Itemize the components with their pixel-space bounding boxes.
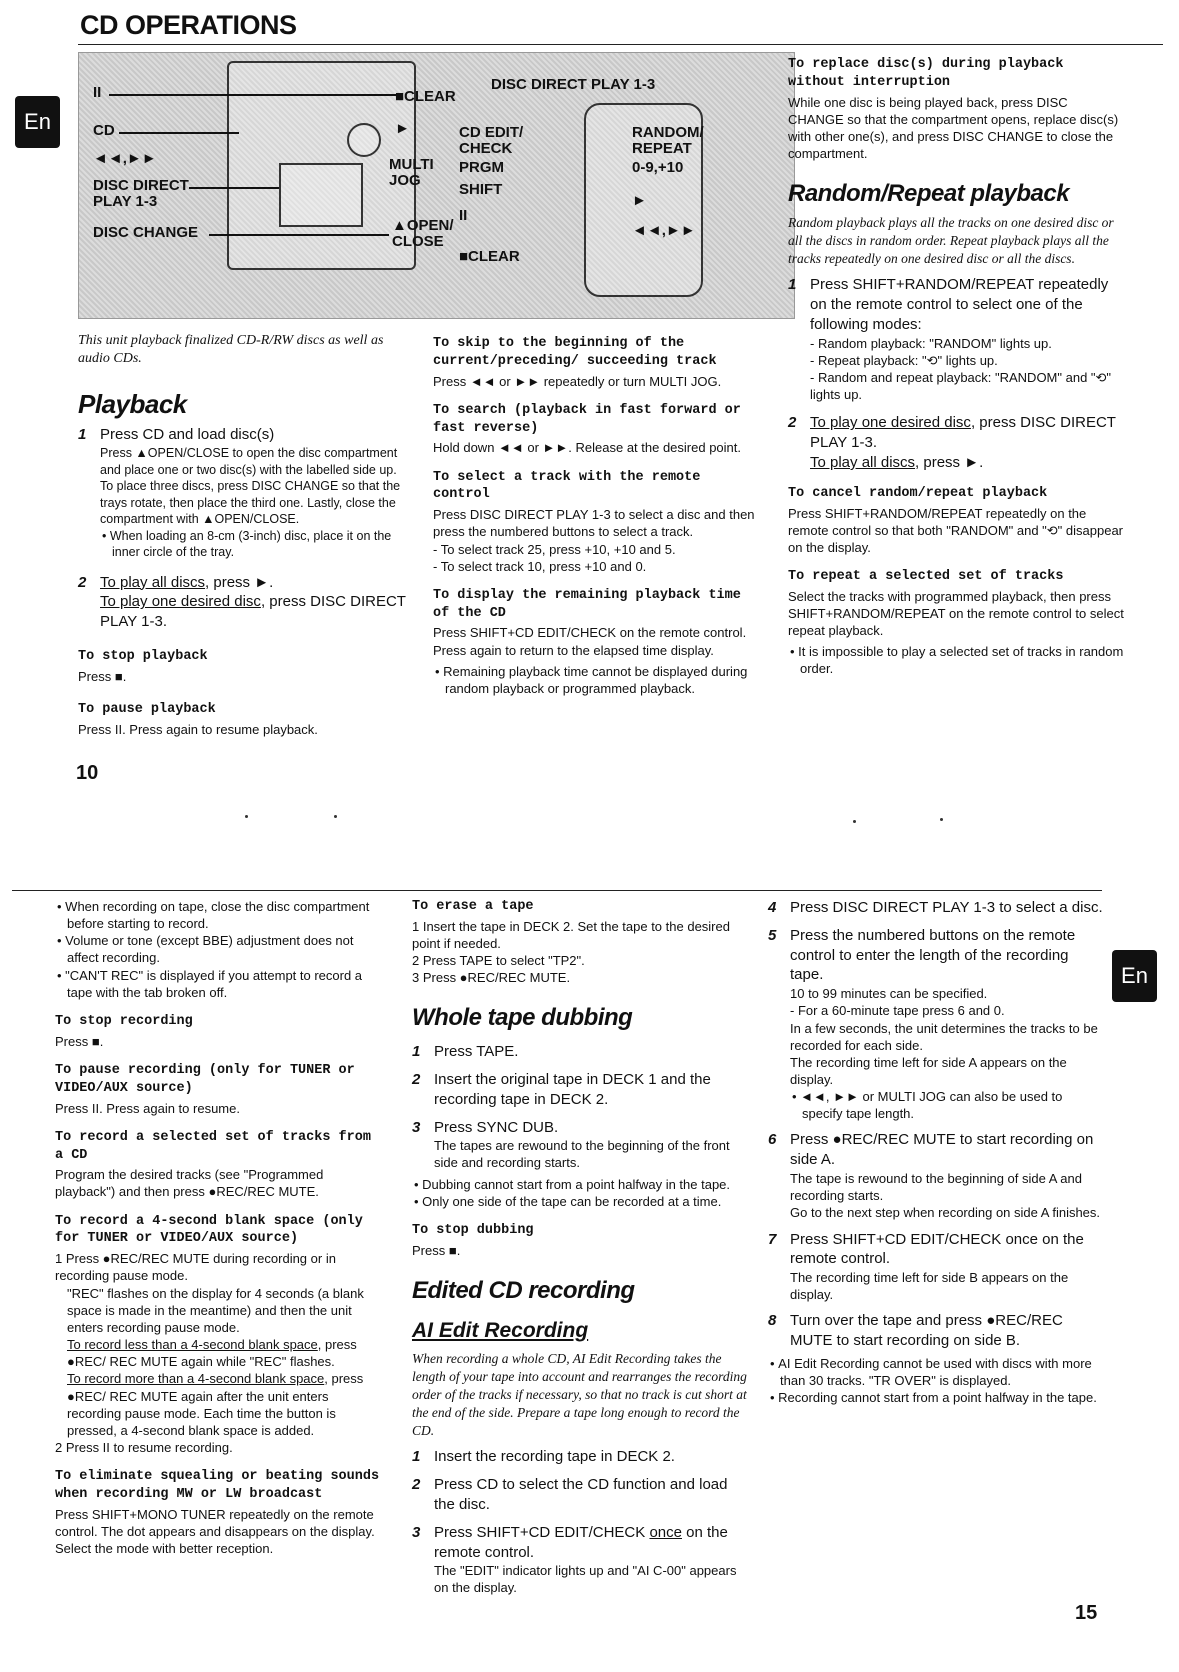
step-number: 1 xyxy=(412,1043,421,1061)
erase-tape-heading: To erase a tape xyxy=(412,899,534,914)
ai-step-7-detail: The recording time left for side B appears on the display. xyxy=(790,1270,1069,1303)
ai-edit-recording-title: AI Edit Recording xyxy=(412,1318,589,1342)
playback-step-1-text: Press ▲OPEN/CLOSE to open the disc compartment and place one or two disc(s) with the labelled side up. xyxy=(100,446,398,477)
pause-recording-text: Press II. Press again to resume. xyxy=(55,1100,240,1116)
page-title: CD OPERATIONS xyxy=(80,10,297,40)
ai-step-4: Press DISC DIRECT PLAY 1-3 to select a disc. xyxy=(790,899,1103,916)
step-number: 6 xyxy=(768,1131,777,1149)
ai-step-5-detail-2: - For a 60-minute tape press 6 and 0. xyxy=(790,1003,1005,1019)
label-cd: CD xyxy=(93,122,115,139)
whole-tape-dubbing-title: Whole tape dubbing xyxy=(412,1004,633,1032)
cancel-random-text: Press SHIFT+RANDOM/REPEAT repeatedly on the remote control so that both "RANDOM" and "⟲" disappear on the display. xyxy=(788,505,1124,555)
squeal-text: Press SHIFT+MONO TUNER repeatedly on the remote control. The dot appears and disappears on the display. Select the mode with better reception. xyxy=(55,1506,375,1557)
label-remote-play: ► xyxy=(632,192,647,209)
label-remote-disc-direct: DISC DIRECT PLAY 1-3 xyxy=(491,76,656,93)
ai-step-5-note: • ◄◄, ►► or MULTI JOG can also be used to specify tape length. xyxy=(790,1088,1104,1122)
random-mode: - Random playback: "RANDOM" lights up. xyxy=(810,335,1052,351)
blank-space-heading: To record a 4-second blank space (only for TUNER or VIDEO/AUX source) xyxy=(55,1213,363,1247)
label-disc-direct: DISC DIRECT PLAY 1-3 xyxy=(93,177,189,210)
step-number: 4 xyxy=(768,899,777,916)
title-rule xyxy=(78,44,1163,45)
step-number: 1 xyxy=(412,1448,421,1466)
stop-playback-heading: To stop playback xyxy=(78,648,208,664)
erase-step-2: 2 Press TAPE to select "TP2". xyxy=(412,953,585,969)
select-track-example-2: - To select track 10, press +10 and 0. xyxy=(433,558,647,574)
random-repeat-mode: - Random and repeat playback: "RANDOM" and "⟲" lights up. xyxy=(810,370,1112,403)
ai-note-1: • AI Edit Recording cannot be used with discs with more than 30 tracks. "TR OVER" is displayed. xyxy=(768,1355,1104,1389)
label-open-close: ▲OPEN/ CLOSE xyxy=(392,217,454,250)
stop-dubbing-heading: To stop dubbing xyxy=(412,1222,534,1238)
ai-step-7: Press SHIFT+CD EDIT/CHECK once on the remote control. xyxy=(790,1230,1084,1268)
language-tab-right: En xyxy=(1112,950,1157,1002)
repeat-set-heading: To repeat a selected set of tracks xyxy=(788,569,1064,585)
disc-tray xyxy=(279,163,363,227)
label-remote-clear: ■CLEAR xyxy=(459,248,520,265)
dub-note-2: • Only one side of the tape can be recorded at a time. xyxy=(412,1193,752,1210)
remaining-time-heading: To display the remaining playback time of the CD xyxy=(433,587,741,621)
label-disc-change: DISC CHANGE xyxy=(93,224,199,241)
blank-space-more: To record more than a 4-second blank space, press ●REC/ REC MUTE again after the unit enters recording pause mode. Each time the button is pressed, a 4-second blank space is added. xyxy=(67,1371,364,1438)
random-repeat-intro: Random playback plays all the tracks on one desired disc or all the discs in random order. Repeat playback plays all the tracks repeatedly on one desired disc or all the discs. xyxy=(788,214,1114,266)
replace-disc-text: While one disc is being played back, press DISC CHANGE so that the compartment opens, replace disc(s) with other one(s), and press DISC CHANGE to close the compartment. xyxy=(788,94,1119,162)
ai-step-5-detail-4: The recording time left for side A appears on the display. xyxy=(790,1054,1067,1087)
ai-step-6: Press ●REC/REC MUTE to start recording on side A. xyxy=(790,1131,1094,1169)
step-number: 2 xyxy=(412,1070,421,1088)
recording-note-3: • "CAN'T REC" is displayed if you attempt to record a tape with the tab broken off. xyxy=(55,967,385,1001)
search-text: Hold down ◄◄ or ►►. Release at the desired point. xyxy=(433,440,742,456)
dub-note-1: • Dubbing cannot start from a point halfway in the tape. xyxy=(412,1176,752,1193)
dub-step-3: Press SYNC DUB. xyxy=(434,1118,559,1136)
diagram-caption: This unit playback finalized CD-R/RW discs as well as audio CDs. xyxy=(78,333,384,367)
step-number: 3 xyxy=(412,1118,421,1136)
step-number: 1 xyxy=(78,426,87,444)
stop-playback-text: Press ■. xyxy=(78,668,127,684)
ai-note-2: • Recording cannot start from a point halfway in the tape. xyxy=(768,1389,1104,1406)
device-diagram xyxy=(78,52,795,319)
skip-heading: To skip to the beginning of the current/preceding/ succeeding track xyxy=(433,336,717,369)
ai-step-6-detail-1: The tape is rewound to the beginning of side A and recording starts. xyxy=(790,1171,1082,1204)
label-random-repeat: RANDOM/ REPEAT xyxy=(632,124,704,157)
step-number: 8 xyxy=(768,1312,777,1330)
select-track-heading: To select a track with the remote control xyxy=(433,469,701,503)
playback-step-2: To play all discs, press ►. To play one desired disc, press DISC DIRECT PLAY 1-3. xyxy=(100,573,406,631)
label-shift: SHIFT xyxy=(459,181,503,198)
ai-step-3-detail: The "EDIT" indicator lights up and "AI C-00" appears on the display. xyxy=(434,1563,737,1596)
repeat-set-text: Select the tracks with programmed playback, then press SHIFT+RANDOM/REPEAT on the remote control to select repeat playback. xyxy=(788,588,1124,639)
dub-step-1: Press TAPE. xyxy=(434,1043,519,1061)
playback-step-1-note: • When loading an 8-cm (3-inch) disc, place it on the inner circle of the tray. xyxy=(100,528,408,561)
step-number: 2 xyxy=(412,1476,421,1494)
random-repeat-title: Random/Repeat playback xyxy=(788,180,1070,208)
recording-note-2: • Volume or tone (except BBE) adjustment does not affect recording. xyxy=(55,932,385,966)
edited-cd-recording-title: Edited CD recording xyxy=(412,1276,635,1304)
ai-edit-intro: When recording a whole CD, AI Edit Recording takes the length of your tape into account and rearranges the recording order of the tracks if necessary, so that no track is cut short at the end of the side. Prepare a tape long enough to record the CD. xyxy=(412,1351,747,1438)
label-play: ► xyxy=(395,120,410,137)
dub-step-2: Insert the original tape in DECK 1 and the recording tape in DECK 2. xyxy=(434,1070,711,1108)
blank-space-step-2: 2 Press II to resume recording. xyxy=(55,1439,233,1455)
search-heading: To search (playback in fast forward or fast reverse) xyxy=(433,402,741,436)
erase-step-1: 1 Insert the tape in DECK 2. Set the tape to the desired point if needed. xyxy=(412,918,730,951)
playback-title: Playback xyxy=(78,388,187,419)
pause-playback-heading: To pause playback xyxy=(78,701,216,717)
blank-space-less: To record less than a 4-second blank space, press ●REC/ REC MUTE again while "REC" flashes. xyxy=(67,1337,357,1370)
select-track-example-1: - To select track 25, press +10, +10 and 5. xyxy=(433,541,676,557)
replace-disc-heading: To replace disc(s) during playback without interruption xyxy=(788,57,1064,90)
ai-step-8: Turn over the tape and press ●REC/REC MUTE to start recording on side B. xyxy=(790,1312,1063,1350)
step-number: 2 xyxy=(788,414,797,432)
cancel-random-heading: To cancel random/repeat playback xyxy=(788,485,1048,501)
ai-step-5-detail-3: In a few seconds, the unit determines the tracks to be recorded for each side. xyxy=(790,1020,1098,1053)
random-repeat-step-1: Press SHIFT+RANDOM/REPEAT repeatedly on the remote control to select one of the following modes: xyxy=(810,276,1109,333)
label-pause: II xyxy=(93,84,102,101)
ai-step-6-detail-2: Go to the next step when recording on side A finishes. xyxy=(790,1205,1101,1221)
select-track-text: Press DISC DIRECT PLAY 1-3 to select a disc and then press the numbered buttons to select a track. xyxy=(433,507,755,540)
blank-space-step-1: 1 Press ●REC/REC MUTE during recording or in recording pause mode. xyxy=(55,1251,336,1284)
ai-step-2: Press CD to select the CD function and load the disc. xyxy=(434,1476,728,1513)
selected-set-heading: To record a selected set of tracks from a CD xyxy=(55,1129,371,1163)
ai-step-5: Press the numbered buttons on the remote control to enter the length of the recording tape. xyxy=(790,926,1076,984)
stop-recording-text: Press ■. xyxy=(55,1033,104,1049)
ai-step-1: Insert the recording tape in DECK 2. xyxy=(434,1448,675,1466)
label-numbers: 0-9,+10 xyxy=(632,159,684,176)
label-clear: ■CLEAR xyxy=(395,88,456,105)
remaining-time-note: • Remaining playback time cannot be displayed during random playback or programmed playback. xyxy=(433,663,763,697)
step-number: 7 xyxy=(768,1230,777,1248)
step-number: 2 xyxy=(78,573,87,591)
playback-step-1: Press CD and load disc(s) xyxy=(100,426,275,444)
repeat-mode: - Repeat playback: "⟲" lights up. xyxy=(810,352,998,368)
label-multi-jog: MULTI JOG xyxy=(389,156,434,189)
stop-recording-heading: To stop recording xyxy=(55,1013,193,1029)
squeal-heading: To eliminate squealing or beating sounds when recording MW or LW broadcast xyxy=(55,1469,380,1502)
pause-playback-text: Press II. Press again to resume playback. xyxy=(78,721,318,737)
label-skip: ◄◄,►► xyxy=(93,150,157,167)
pause-recording-heading: To pause recording (only for TUNER or VIDEO/AUX source) xyxy=(55,1062,355,1096)
label-cd-edit-check: CD EDIT/ CHECK xyxy=(459,124,524,157)
ai-step-5-detail-1: 10 to 99 minutes can be specified. xyxy=(790,986,988,1002)
skip-text: Press ◄◄ or ►► repeatedly or turn MULTI JOG. xyxy=(433,373,722,389)
step-number: 1 xyxy=(788,276,797,294)
step-number: 5 xyxy=(768,926,777,944)
ai-step-3: Press SHIFT+CD EDIT/CHECK once on the remote control. xyxy=(434,1523,728,1561)
step-number: 3 xyxy=(412,1523,421,1541)
recording-note-1: • When recording on tape, close the disc compartment before starting to record. xyxy=(55,898,385,932)
dub-step-3-detail: The tapes are rewound to the beginning of the front side and recording starts. xyxy=(434,1138,730,1171)
label-remote-pause: II xyxy=(459,207,468,224)
playback-step-1-text-2: To place three discs, press DISC CHANGE so that the trays rotate, then place the third one. Lastly, close the compartment with ▲OPEN/CLOSE. xyxy=(100,479,401,527)
page-number-right: 15 xyxy=(1075,1602,1098,1624)
selected-set-text: Program the desired tracks (see "Programmed playback") and then press ●REC/REC MUTE. xyxy=(55,1167,324,1200)
erase-step-3: 3 Press ●REC/REC MUTE. xyxy=(412,970,571,986)
language-tab: En xyxy=(15,96,60,148)
remaining-time-text: Press SHIFT+CD EDIT/CHECK on the remote control. Press again to return to the elapsed time display. xyxy=(433,625,747,658)
page-divider xyxy=(12,890,1102,891)
label-prgm: PRGM xyxy=(459,159,504,176)
blank-space-step-1-detail: "REC" flashes on the display for 4 seconds (a blank space is made in the meantime) and then the unit enters recording pause mode. xyxy=(67,1285,364,1335)
repeat-set-note: • It is impossible to play a selected set of tracks in random order. xyxy=(788,643,1124,677)
label-remote-skip: ◄◄,►► xyxy=(632,222,696,239)
stop-dubbing-text: Press ■. xyxy=(412,1242,461,1258)
multi-jog-knob xyxy=(347,123,381,157)
random-repeat-step-2: To play one desired disc, press DISC DIRECT PLAY 1-3. To play all discs, press ►. xyxy=(810,414,1116,471)
page-number-left: 10 xyxy=(76,762,99,784)
